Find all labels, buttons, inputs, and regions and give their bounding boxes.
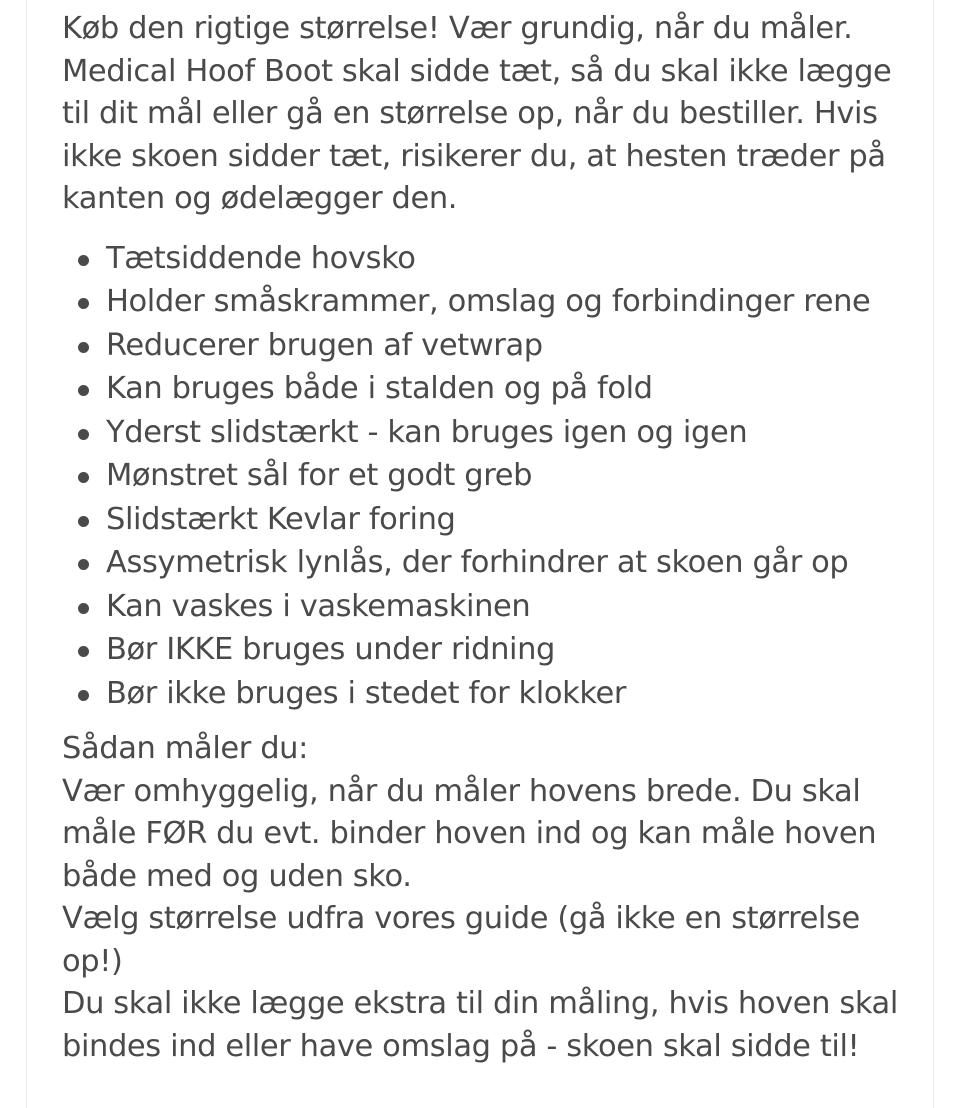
product-description bbox=[62, 8, 912, 1068]
feature-text: Kan vaskes i vaskemaskinen bbox=[106, 588, 531, 624]
feature-text: Holder småskrammer, omslag og forbindinger rene bbox=[106, 284, 871, 319]
feature-list bbox=[62, 237, 912, 716]
bullet-icon bbox=[78, 516, 89, 527]
measuring-guide bbox=[62, 728, 912, 1068]
bullet-icon bbox=[78, 298, 89, 309]
intro-paragraph: Køb den rigtige størrelse! Vær grundig, når du måler. Medical Hoof Boot skal sidde tæt, så du skal ikke lægge til dit mål eller gå en størrelse op, når du bestiller. Hvis ikke skoen sidder tæt, risikerer du, at hesten træder på kanten og ødelægger den. bbox=[62, 11, 892, 216]
bullet-icon bbox=[78, 255, 89, 266]
measuring-text-1: Vær omhyggelig, når du måler hovens brede. Du skal måle FØR du evt. binder hoven ind og kan måle hoven både med og uden sko. bbox=[62, 773, 877, 894]
list-item bbox=[62, 498, 912, 542]
list-item bbox=[62, 585, 912, 629]
feature-text: Bør ikke bruges i stedet for klokker bbox=[106, 675, 627, 711]
list-item bbox=[62, 367, 912, 411]
list-item bbox=[62, 454, 912, 498]
list-item bbox=[62, 672, 912, 716]
measuring-text-3: Du skal ikke lægge ekstra til din måling, hvis hoven skal bindes ind eller have omslag på - skoen skal sidde til! bbox=[62, 986, 898, 1064]
bullet-icon bbox=[78, 472, 89, 483]
bullet-icon bbox=[78, 342, 89, 353]
feature-text: Yderst slidstærkt - kan bruges igen og igen bbox=[106, 414, 748, 450]
feature-text: Kan bruges både i stalden og på fold bbox=[106, 371, 653, 406]
feature-text: Slidstærkt Kevlar foring bbox=[106, 501, 456, 537]
feature-text: Mønstret sål for et godt greb bbox=[106, 458, 533, 493]
bullet-icon bbox=[78, 559, 89, 570]
list-item bbox=[62, 628, 912, 672]
list-item bbox=[62, 237, 912, 281]
list-item bbox=[62, 280, 912, 324]
feature-text: Tætsiddende hovsko bbox=[106, 240, 416, 276]
list-item bbox=[62, 411, 912, 455]
bullet-icon bbox=[78, 429, 89, 440]
bullet-icon bbox=[78, 385, 89, 396]
list-item bbox=[62, 541, 912, 585]
feature-text: Assymetrisk lynlås, der forhindrer at skoen går op bbox=[106, 545, 849, 580]
measuring-text-2: Vælg størrelse udfra vores guide (gå ikke en størrelse op!) bbox=[62, 901, 860, 979]
feature-text: Bør IKKE bruges under ridning bbox=[106, 632, 556, 667]
bullet-icon bbox=[78, 603, 89, 614]
measuring-heading: Sådan måler du: bbox=[62, 731, 308, 766]
feature-text: Reducerer brugen af vetwrap bbox=[106, 327, 543, 363]
bullet-icon bbox=[78, 690, 89, 701]
list-item bbox=[62, 324, 912, 368]
bullet-icon bbox=[78, 646, 89, 657]
